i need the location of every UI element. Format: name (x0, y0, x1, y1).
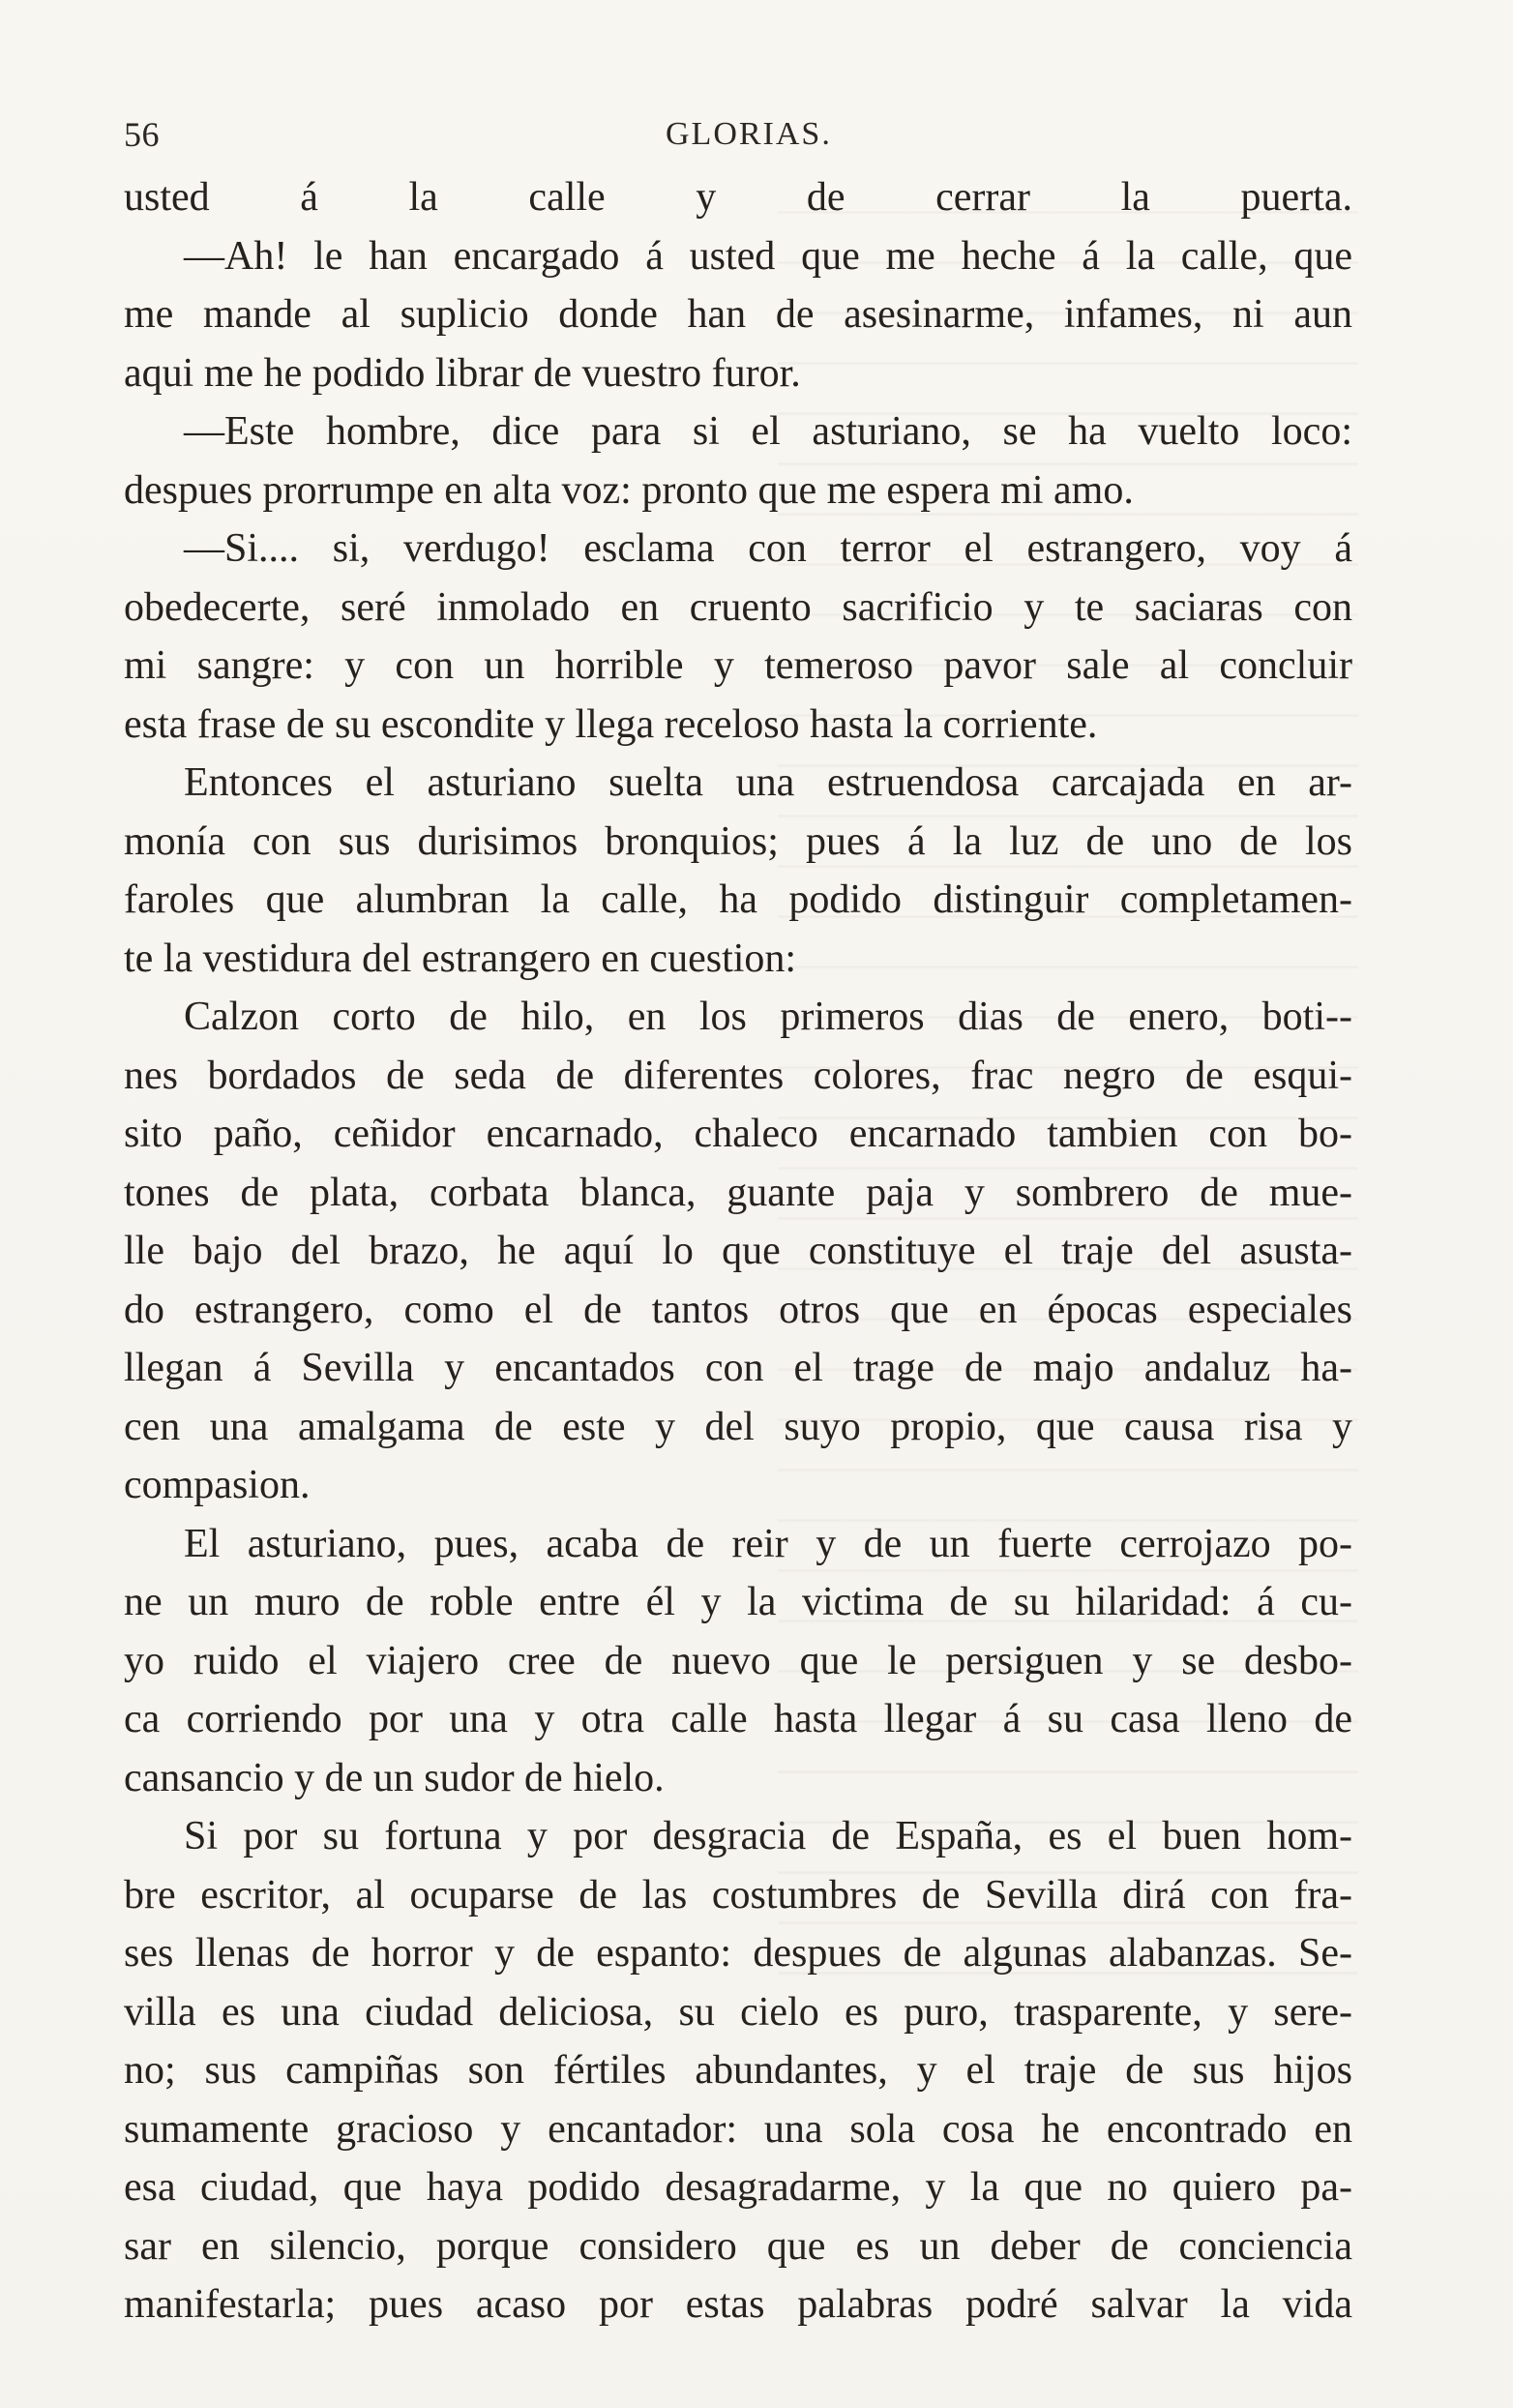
text-line: yo ruido el viajero cree de nuevo que le persiguen y se desbo- (124, 1638, 1352, 1683)
text-line: bre escritor, al ocuparse de las costumbres de Sevilla dirá con fra- (124, 1872, 1352, 1917)
text-line: Si por su fortuna y por desgracia de España, es el buen hom- (184, 1814, 1352, 1858)
text-line: Entonces el asturiano suelta una estruendosa carcajada en ar- (184, 760, 1352, 805)
text-line: cen una amalgama de este y del suyo propio, que causa risa y (124, 1404, 1352, 1449)
text-line: do estrangero, como el de tantos otros que en épocas especiales (124, 1287, 1352, 1332)
text-line: El asturiano, pues, acaba de reir y de un fuerte cerrojazo po- (184, 1521, 1352, 1566)
text-line: sito paño, ceñidor encarnado, chaleco encarnado tambien con bo- (124, 1112, 1352, 1156)
text-line: ne un muro de roble entre él y la victima de su hilaridad: á cu- (124, 1580, 1352, 1624)
text-line: villa es una ciudad deliciosa, su cielo es puro, trasparente, y sere- (124, 1989, 1352, 2035)
text-line: compasion. (124, 1463, 311, 1507)
text-line: te la vestidura del estrangero en cuestion: (124, 936, 797, 981)
text-line: ca corriendo por una y otra calle hasta llegar á su casa lleno de (124, 1697, 1352, 1741)
text-line: me mande al suplicio donde han de asesinarme, infames, ni aun (124, 292, 1352, 337)
text-line: usted á la calle y de cerrar la puerta. (124, 175, 1352, 220)
page-number: 56 (124, 115, 160, 154)
text-line: esa ciudad, que haya podido desagradarme, y la que no quiero pa- (124, 2165, 1352, 2210)
text-line: faroles que alumbran la calle, ha podido distinguir completamen- (124, 877, 1352, 922)
text-line: —Este hombre, dice para si el asturiano, se ha vuelto loco: (184, 409, 1352, 454)
text-line: sar en silencio, porque considero que es un deber de conciencia (124, 2223, 1352, 2269)
body-text (124, 168, 1352, 2334)
text-line: despues prorrumpe en alta voz: pronto que me espera mi amo. (124, 467, 1134, 513)
text-line: cansancio y de un sudor de hielo. (124, 1755, 665, 1800)
text-line: tones de plata, corbata blanca, guante paja y sombrero de mue- (124, 1170, 1352, 1215)
text-line: sumamente gracioso y encantador: una sola cosa he encontrado en (124, 2106, 1352, 2152)
text-line: lle bajo del brazo, he aquí lo que constituye el traje del asusta- (124, 1229, 1352, 1273)
text-line: llegan á Sevilla y encantados con el trage de majo andaluz ha- (124, 1346, 1352, 1390)
text-line: manifestarla; pues acaso por estas palabras podré salvar la vida (124, 2282, 1352, 2327)
text-line: —Si.... si, verdugo! esclama con terror el estrangero, voy á (184, 526, 1352, 571)
text-line: obedecerte, seré inmolado en cruento sacrificio y te saciaras con (124, 584, 1352, 630)
running-head: GLORIAS. (666, 116, 832, 152)
text-line: —Ah! le han encargado á usted que me heche á la calle, que (184, 233, 1352, 279)
page-header (124, 114, 1349, 172)
text-line: nes bordados de seda de diferentes colores, frac negro de esqui- (124, 1053, 1352, 1098)
text-line: Calzon corto de hilo, en los primeros dias de enero, boti-- (184, 995, 1352, 1039)
text-line: aqui me he podido librar de vuestro furor. (124, 350, 801, 396)
text-line: monía con sus durisimos bronquios; pues á la luz de uno de los (124, 818, 1352, 864)
text-line: ses llenas de horror y de espanto: despues de algunas alabanzas. Se- (124, 1931, 1352, 1976)
text-line: no; sus campiñas son fértiles abundantes, y el traje de sus hijos (124, 2048, 1352, 2093)
text-line: esta frase de su escondite y llega receloso hasta la corriente. (124, 701, 1098, 747)
text-line: mi sangre: y con un horrible y temeroso pavor sale al concluir (124, 643, 1352, 688)
